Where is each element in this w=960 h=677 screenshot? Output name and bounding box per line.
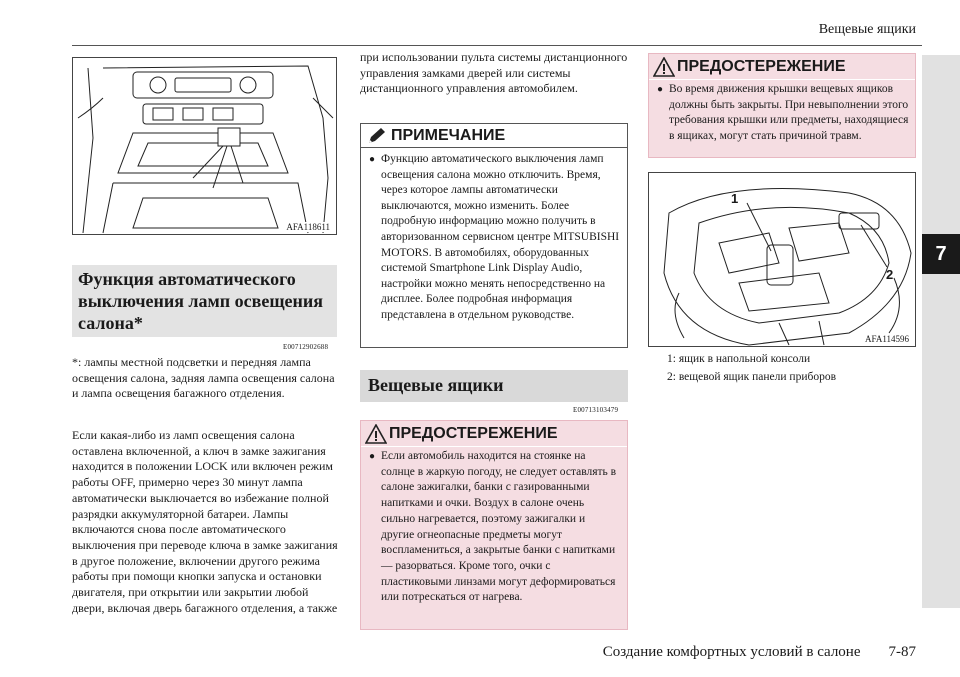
note-title: ПРИМЕЧАНИЕ [391, 126, 506, 144]
caption-item-1: 1: ящик в напольной консоли [667, 353, 811, 365]
bullet-icon: ● [369, 451, 376, 462]
chapter-badge: 7 [922, 234, 960, 274]
console-figure [72, 57, 337, 235]
footer-section: Создание комфортных условий в салоне [602, 644, 861, 660]
console-illustration [73, 58, 337, 235]
warning-text: Во время движения крышки вещевых ящиков должны быть закрыты. При невыполнении этого требования крышки или предметы, находящиеся в ящиках, могут стать причиной травм. [669, 83, 909, 143]
note-box [360, 123, 628, 348]
warning-triangle-icon [653, 57, 675, 77]
section-code: E00712902688 [283, 343, 329, 351]
cabin-figure [648, 172, 916, 347]
footnote-text: *: лампы местной подсветки и передняя лампа освещения салона, задняя лампа освещения салона и лампа освещения багажного отделения. [72, 355, 335, 401]
continued-text: при использовании пульта системы дистанционного управления замками дверей или системы дистанционного управления автомобилем. [360, 50, 628, 96]
page-footer [603, 644, 916, 661]
side-tab [922, 55, 960, 608]
warning-triangle-icon [365, 424, 387, 444]
section-heading-storage: Вещевые ящики [360, 370, 628, 402]
caption-item-2: 2: вещевой ящик панели приборов [667, 371, 837, 383]
header-rule [72, 45, 922, 46]
warning-text: Если автомобиль находится на стоянке на солнце в жаркую погоду, не следует оставлять в салоне зажигалки, банки с газированными напитками и очки. Воздух в салоне очень сильно нагревается, поэтому зажигалки и другие огнеопасные предметы могут воспламениться, а закрытые банки с напитками — разорваться. Кроме того, очки с пластиковыми линзами могут деформироваться или потрескаться от нагрева. [381, 450, 617, 604]
warning-box [648, 53, 916, 158]
bullet-icon: ● [369, 154, 376, 165]
cabin-illustration [649, 173, 916, 347]
callout-2: 2 [886, 267, 894, 282]
figure-code: AFA118611 [286, 222, 330, 232]
bullet-icon: ● [657, 84, 664, 95]
note-header [361, 124, 627, 148]
pencil-icon [367, 127, 387, 145]
warning-title: ПРЕДОСТЕРЕЖЕНИЕ [389, 424, 558, 442]
section-heading-auto-off: Функция автоматического выключения ламп освещения салона* [72, 265, 337, 337]
section-code: E00713103479 [573, 406, 619, 414]
page-number: 7-87 [888, 644, 916, 660]
note-text: Функцию автоматического выключения ламп освещения салона можно отключить. Время, через которое лампы автоматически выключаются, можно изменить. Более подробную информацию можно получить в авторизованном сервисном центре MITSUBISHI MOTORS. В автомобилях, оборудованных системой Smartphone Link Display Audio, настройки можно менять непосредственно на дисплее. Более подробная информация представлена в отдельном руководстве. [381, 153, 620, 321]
body-text: Если какая-либо из ламп освещения салона оставлена включенной, а ключ в замке зажигания находится в положении LOCK или включен режим работы OFF, примерно через 30 минут лампа автоматически выключается во избежание полной разрядки аккумуляторной батареи. Лампы включаются снова после автоматического выключения при переводе ключа в замке зажигания в другое положение, включении другого режима работы при помощи кнопки запуска и остановки двигателя, при открытии или закрытии любой двери, включая дверь багажного отделения, а также [72, 428, 338, 615]
figure-code: AFA114596 [864, 334, 909, 344]
warning-title: ПРЕДОСТЕРЕЖЕНИЕ [677, 57, 846, 75]
warning-header [361, 421, 627, 447]
page-header-title: Вещевые ящики [818, 22, 916, 37]
callout-1: 1 [731, 191, 739, 206]
warning-header [649, 54, 915, 80]
warning-box [360, 420, 628, 630]
